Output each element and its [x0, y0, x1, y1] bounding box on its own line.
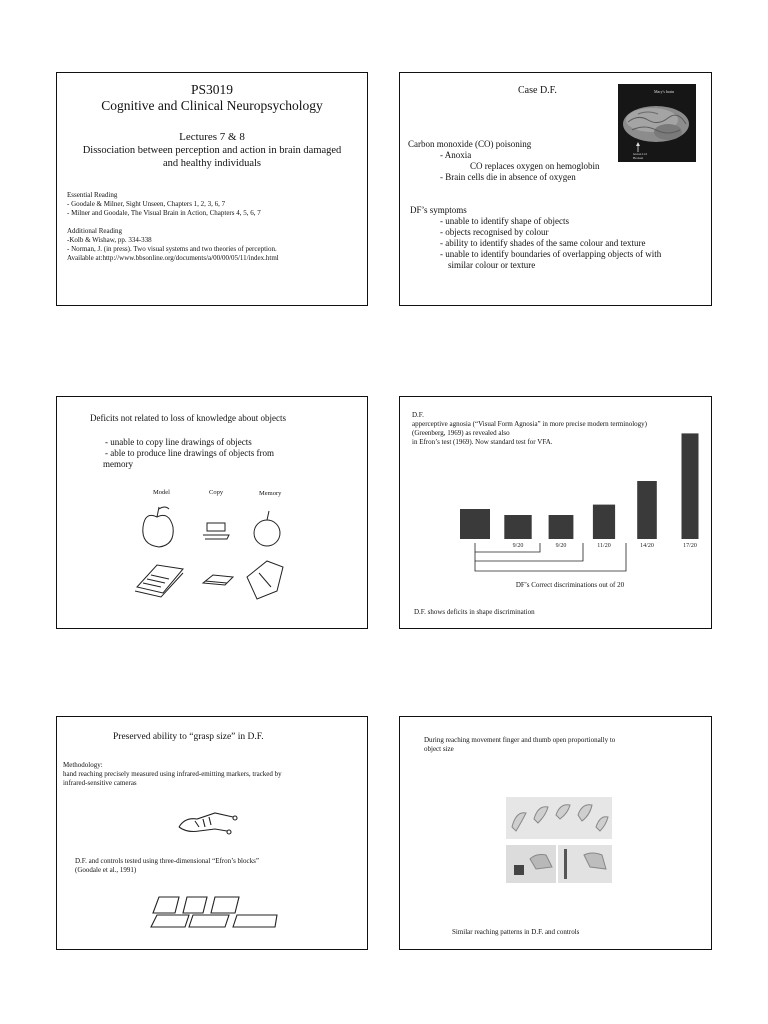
additional-reading-item: - Norman, J. (in press). Two visual systems and two theories of perception.: [67, 245, 277, 253]
reaching-line: object size: [424, 745, 454, 753]
book-copy-drawing: [203, 575, 233, 585]
topic-line-2: and healthy individuals: [163, 158, 261, 169]
symptom-item: - unable to identify shape of objects: [440, 216, 569, 226]
bar-value-label: 9/20: [555, 543, 567, 549]
co-replaces-line: CO replaces oxygen on hemoglobin: [470, 161, 600, 171]
col-label-memory: Memory: [259, 490, 282, 497]
brain-image: [618, 84, 696, 162]
efron-block-bar: [593, 505, 615, 539]
methodology-line: infrared-sensitive cameras: [63, 779, 137, 787]
efron-block-bar: [682, 433, 699, 539]
additional-reading-item: -Kolb & Wishaw, pp. 334-338: [67, 236, 152, 244]
essential-reading-item: - Goodale & Milner, Sight Unseen, Chapters 1, 2, 3, 6, 7: [67, 200, 226, 208]
book-memory-drawing: [247, 561, 283, 599]
grasping-hand-drawing: [175, 807, 245, 841]
symptom-item-cont: similar colour or texture: [448, 260, 536, 270]
efron-blocks-chart: [450, 457, 697, 587]
slide-4: [399, 396, 712, 629]
brain-caption-lesion: lesion LO: [633, 152, 647, 156]
efron-block-bar: [460, 509, 490, 539]
lectures-label: Lectures 7 & 8: [179, 131, 245, 143]
bar-value-label: 9/20: [512, 543, 524, 549]
symptom-item: - objects recognised by colour: [440, 227, 549, 237]
greenberg-line: (Greenberg, 1969) as revealed also: [412, 429, 510, 437]
efron-blocks-drawing: [149, 893, 289, 933]
df-label: D.F.: [412, 411, 424, 419]
anoxia-line: - Anoxia: [440, 150, 472, 160]
slide-6: [399, 716, 712, 950]
efron-block-bar: [549, 515, 574, 539]
object-drawings: [117, 497, 317, 617]
bullet-memory: - able to produce line drawings of objects from: [105, 448, 274, 458]
symptoms-heading: DF’s symptoms: [410, 205, 467, 215]
methodology-heading: Methodology:: [63, 761, 103, 769]
slide-title: Case D.F.: [518, 85, 557, 96]
slide-2: [399, 72, 712, 306]
col-label-copy: Copy: [209, 489, 224, 496]
bullet-copy: - unable to copy line drawings of objects: [105, 437, 252, 447]
apple-memory-drawing: [254, 511, 280, 546]
reaching-line: During reaching movement finger and thumb open proportionally to: [424, 736, 616, 744]
apple-copy-drawing: [203, 523, 229, 539]
reaching-caption: Similar reaching patterns in D.F. and controls: [452, 928, 580, 936]
additional-reading-item: Available at:http://www.bbsonline.org/documents/a/00/00/05/11/index.html: [67, 254, 279, 262]
course-code: PS3019: [190, 82, 234, 97]
brain-caption-broken: Broken: [633, 156, 644, 160]
essential-reading-item: - Milner and Goodale, The Visual Brain in Action, Chapters 4, 5, 6, 7: [67, 209, 261, 217]
slide-1: [56, 72, 368, 306]
chart-conclusion: D.F. shows deficits in shape discrimination: [414, 608, 535, 616]
co-poisoning-line: Carbon monoxide (CO) poisoning: [408, 139, 532, 149]
symptom-item: - unable to identify boundaries of overlapping objects of with: [440, 249, 662, 259]
efron-block-bar: [637, 481, 657, 539]
additional-reading-heading: Additional Reading: [67, 227, 123, 235]
bar-value-label: 17/20: [683, 543, 697, 549]
agnosia-line: apperceptive agnosia (“Visual Form Agnosia” in more precise modern terminology): [412, 420, 647, 428]
tested-line: D.F. and controls tested using three-dimensional “Efron’s blocks”: [75, 857, 259, 865]
bar-value-label: 14/20: [640, 543, 654, 549]
slide-5: [56, 716, 368, 950]
course-title: Cognitive and Clinical Neuropsychology: [101, 98, 323, 113]
efron-line: in Efron’s test (1969). Now standard test for VFA.: [412, 438, 553, 446]
reaching-photo-top: [506, 797, 612, 839]
brain-photo: [618, 84, 696, 162]
reaching-photo-left: [506, 845, 556, 883]
slide-title: Preserved ability to “grasp size” in D.F.: [113, 732, 264, 742]
reaching-photo-right: [558, 845, 612, 883]
slide-title: Deficits not related to loss of knowledge about objects: [90, 413, 286, 423]
efron-block-bar: [504, 515, 531, 539]
bar-value-label: 11/20: [597, 543, 611, 549]
slide-3: [56, 396, 368, 629]
topic-line-1: Dissociation between perception and action in brain damaged: [82, 145, 342, 156]
symptom-item: - ability to identify shades of the same colour and texture: [440, 238, 646, 248]
col-label-model: Model: [153, 489, 170, 496]
chart-caption: DF’s Correct discriminations out of 20: [515, 581, 625, 589]
methodology-line: hand reaching precisely measured using infrared-emitting markers, tracked by: [63, 770, 282, 778]
brain-caption-top: Mary's brain: [654, 89, 675, 94]
apple-model-drawing: [143, 507, 173, 547]
essential-reading-heading: Essential Reading: [67, 191, 118, 199]
bullet-memory-cont: memory: [103, 459, 133, 469]
brain-cells-line: - Brain cells die in absence of oxygen: [440, 172, 576, 182]
goodale-citation: (Goodale et al., 1991): [75, 866, 137, 874]
book-model-drawing: [135, 565, 183, 597]
